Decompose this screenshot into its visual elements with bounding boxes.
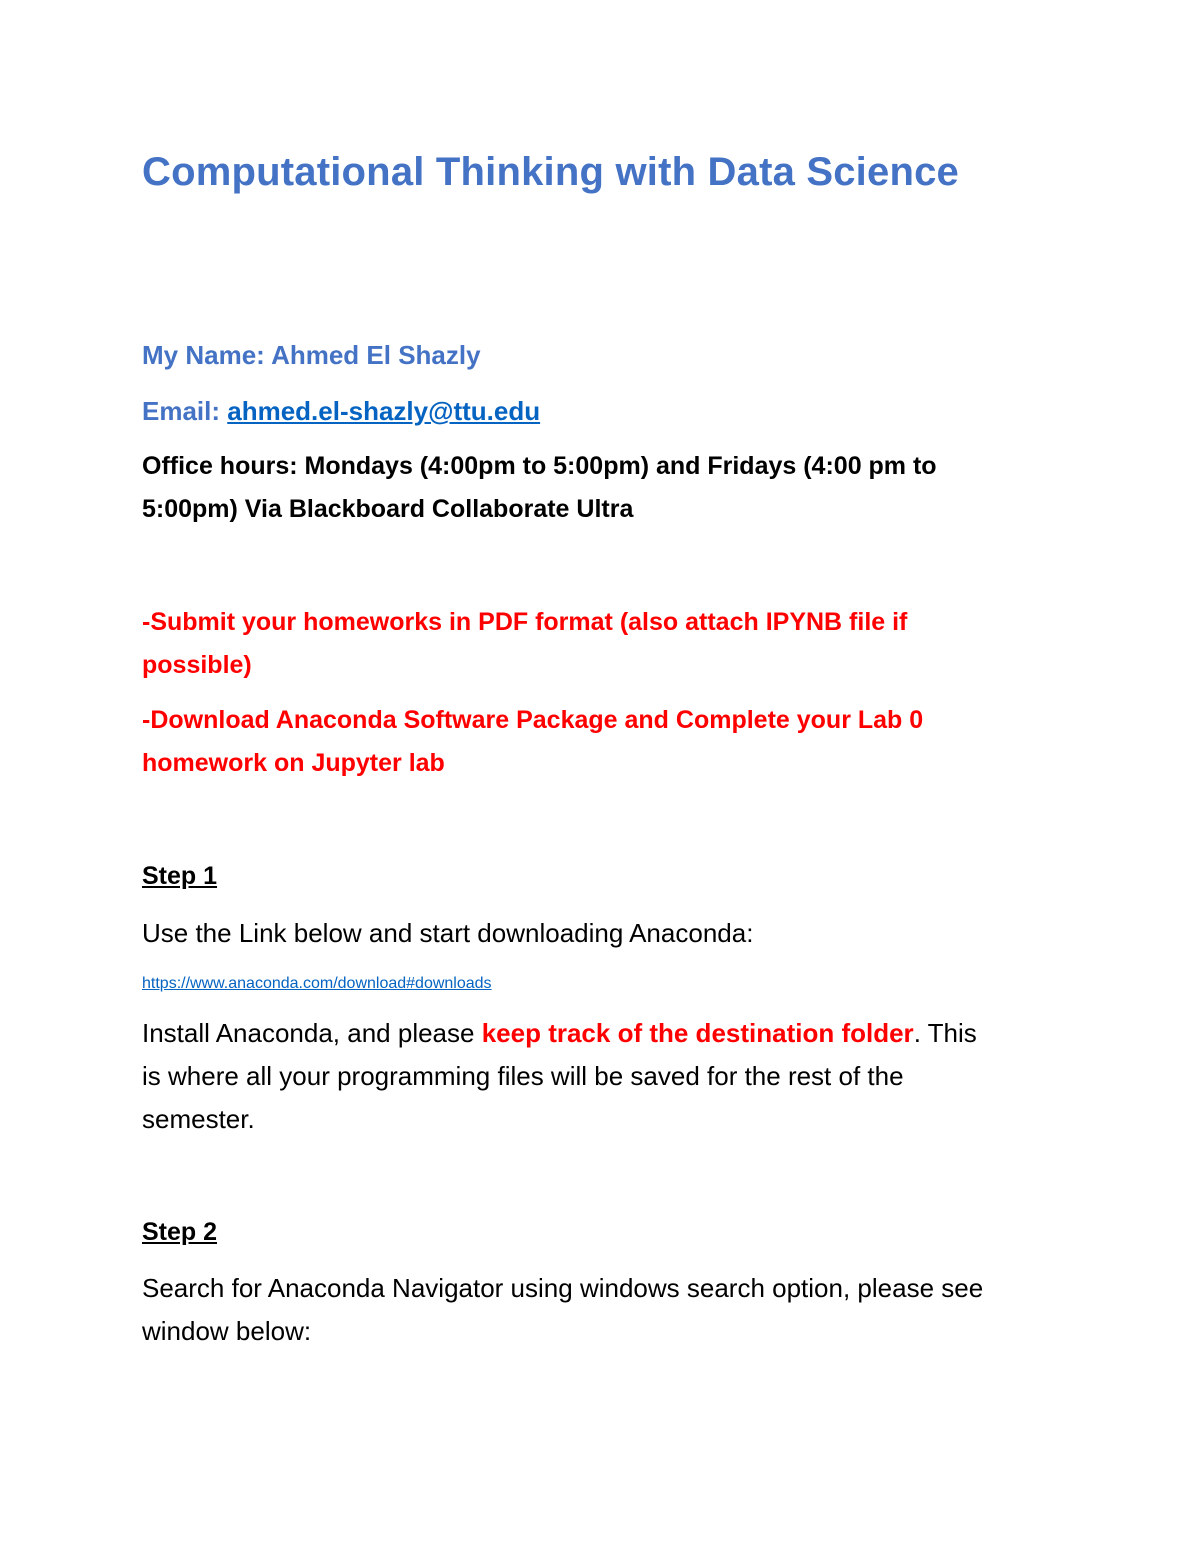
- office-hours-line1: Office hours: Mondays (4:00pm to 5:00pm) and Fridays (4:00 pm to: [142, 452, 937, 480]
- step1-install-line2: is where all your programming files will be saved for the rest of the: [142, 1061, 904, 1091]
- name-line: My Name: Ahmed El Shazly: [142, 340, 481, 370]
- step2-line1: Search for Anaconda Navigator using windows search option, please see: [142, 1273, 984, 1303]
- step2-heading: Step 2: [142, 1218, 218, 1246]
- notice-submit-line1: -Submit your homeworks in PDF format (also attach IPYNB file if: [142, 608, 908, 636]
- anaconda-download-link[interactable]: https://www.anaconda.com/download#downloads: [142, 975, 492, 992]
- step1-heading: Step 1: [142, 862, 218, 890]
- step1-install-line3: semester.: [142, 1104, 255, 1134]
- install-suffix: . This: [913, 1018, 977, 1048]
- notice-submit-line2: possible): [142, 651, 252, 679]
- email-link[interactable]: ahmed.el-shazly@ttu.edu: [227, 396, 541, 426]
- document-title: Computational Thinking with Data Science: [142, 150, 959, 194]
- step2-line2: window below:: [142, 1316, 312, 1346]
- install-prefix: Install Anaconda, and please: [142, 1018, 482, 1048]
- install-highlight: keep track of the destination folder: [481, 1018, 914, 1048]
- step1-intro: Use the Link below and start downloading Anaconda:: [142, 918, 754, 948]
- email-line: [142, 396, 540, 427]
- email-label: Email:: [142, 396, 228, 426]
- step1-install-line1: [142, 1018, 977, 1049]
- notice-download-line2: homework on Jupyter lab: [142, 749, 445, 777]
- office-hours-line2: 5:00pm) Via Blackboard Collaborate Ultra: [142, 495, 634, 523]
- notice-download-line1: -Download Anaconda Software Package and Complete your Lab 0: [142, 706, 924, 734]
